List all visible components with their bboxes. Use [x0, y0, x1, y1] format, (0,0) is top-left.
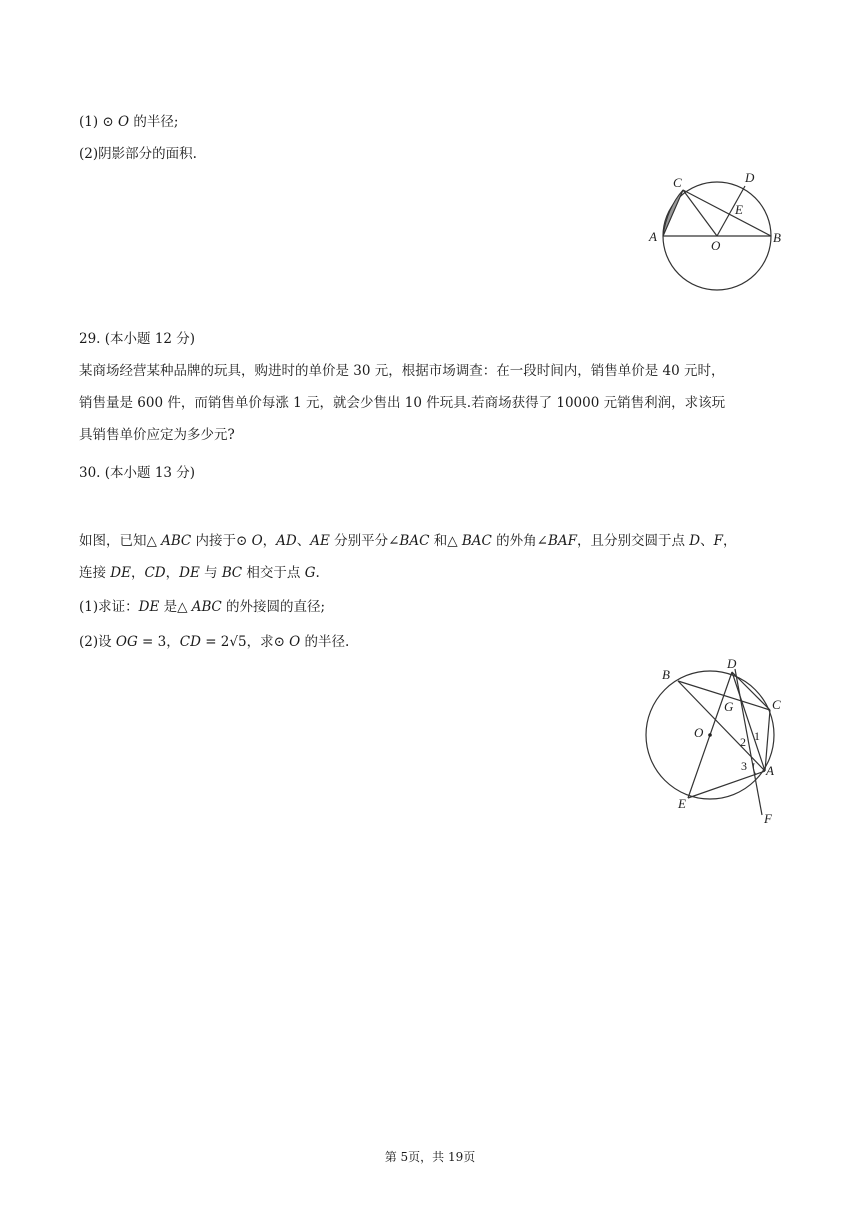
label-o: O	[711, 238, 721, 253]
label-3: 3	[741, 759, 747, 773]
label-o: O	[694, 725, 704, 740]
q30-part1: (1)求证：𝐷𝐸 是△ 𝐴𝐵𝐶 的外接圆的直径;	[79, 599, 326, 615]
label-g: G	[724, 699, 734, 714]
q29-header: 29. (本小题 12 分)	[79, 331, 196, 347]
label-b: B	[773, 230, 781, 245]
label-c: C	[673, 175, 682, 190]
q30-part2: (2)设 𝑂𝐺 = 3，𝐶𝐷 = 2√5，求⊙ 𝑂 的半径.	[79, 634, 350, 650]
center-dot	[708, 733, 712, 737]
q30-line1: 如图，已知△ 𝐴𝐵𝐶 内接于⊙ 𝑂，𝐴𝐷、𝐴𝐸 分别平分∠𝐵𝐴𝐶 和△ 𝐵𝐴𝐶 的外角∠𝐵𝐴𝐹，且分别交圆于点 𝐷、𝐹，	[79, 533, 737, 549]
figure-circle-1	[645, 172, 805, 292]
segment-ad	[732, 672, 765, 771]
chord-cb	[683, 190, 771, 236]
label-c: C	[772, 697, 781, 712]
label-e: E	[735, 202, 743, 217]
label-f: F	[764, 811, 772, 826]
q28-part2: (2)阴影部分的面积.	[79, 146, 197, 162]
label-e: E	[678, 796, 686, 811]
page-footer: 第 5页，共 19页	[384, 1150, 476, 1164]
segment-co	[683, 190, 717, 236]
segment-ea	[688, 771, 765, 798]
label-b: B	[662, 667, 670, 682]
q29-line2: 销售量是 600 件，而销售单价每涨 1 元，就会少售出 10 件玩具.若商场获得了 10000 元销售利润，求该玩	[79, 395, 726, 411]
label-d: D	[745, 172, 755, 185]
figure-circle-2	[640, 655, 800, 830]
q29-line3: 具销售单价应定为多少元?	[79, 427, 235, 443]
label-1: 1	[754, 729, 760, 743]
q29-line1: 某商场经营某种品牌的玩具，购进时的单价是 30 元，根据市场调查：在一段时间内，销售单价是 40 元时，	[79, 363, 725, 379]
label-d: D	[727, 656, 737, 671]
q28-part1: (1) ⊙ 𝑂 的半径;	[79, 114, 179, 130]
label-2: 2	[740, 735, 746, 749]
shaded-region	[663, 190, 683, 236]
label-a: A	[649, 229, 657, 244]
q30-header: 30. (本小题 13 分)	[79, 465, 196, 481]
label-a: A	[766, 763, 774, 778]
q30-line2: 连接 𝐷𝐸，𝐶𝐷，𝐷𝐸 与 𝐵𝐶 相交于点 𝐺.	[79, 565, 320, 581]
